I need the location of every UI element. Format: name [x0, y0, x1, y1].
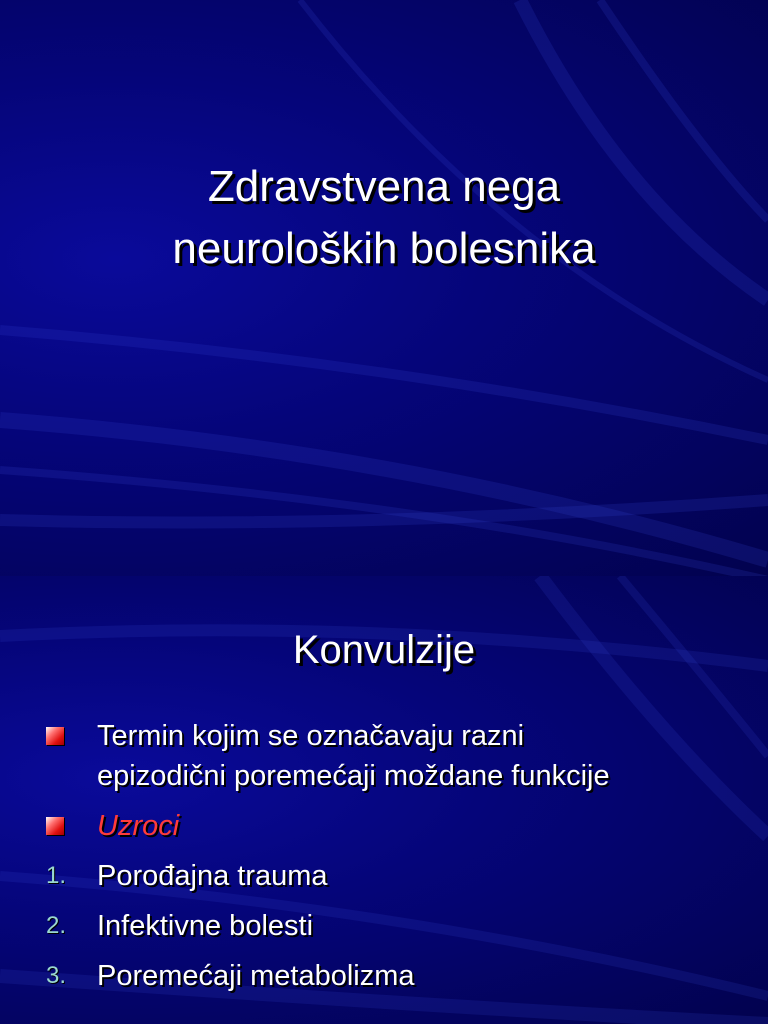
- slide-1-title-line-1: Zdravstvena nega: [207, 162, 561, 211]
- numbered-item-text: Poremećaji metabolizma: [97, 960, 415, 992]
- slide-2-title: Konvulzije: [292, 628, 476, 672]
- list-item-uzroci: [0, 806, 768, 846]
- red-square-bullet-icon: [46, 817, 64, 835]
- list-item-text: Uzroci: [97, 810, 180, 842]
- slide-1-title: [0, 156, 768, 280]
- numbered-item: [0, 956, 768, 996]
- red-square-bullet-icon: [46, 727, 64, 745]
- bullet-list: [0, 716, 768, 1006]
- item-number: 3.: [46, 962, 67, 989]
- list-item: [0, 716, 768, 796]
- list-item-line-1: Termin kojim se označavaju razni: [97, 720, 525, 752]
- item-number: 1.: [46, 862, 67, 889]
- numbered-item-text: Infektivne bolesti: [97, 910, 314, 942]
- item-number: 2.: [46, 912, 67, 939]
- slide-1-title-line-2: neuroloških bolesnika: [172, 224, 596, 273]
- slide-2: [0, 576, 768, 1024]
- numbered-item: [0, 856, 768, 896]
- numbered-item-text: Porođajna trauma: [97, 860, 328, 892]
- list-item-line-2: epizodični poremećaji moždane funkcije: [97, 760, 610, 792]
- numbered-item: [0, 906, 768, 946]
